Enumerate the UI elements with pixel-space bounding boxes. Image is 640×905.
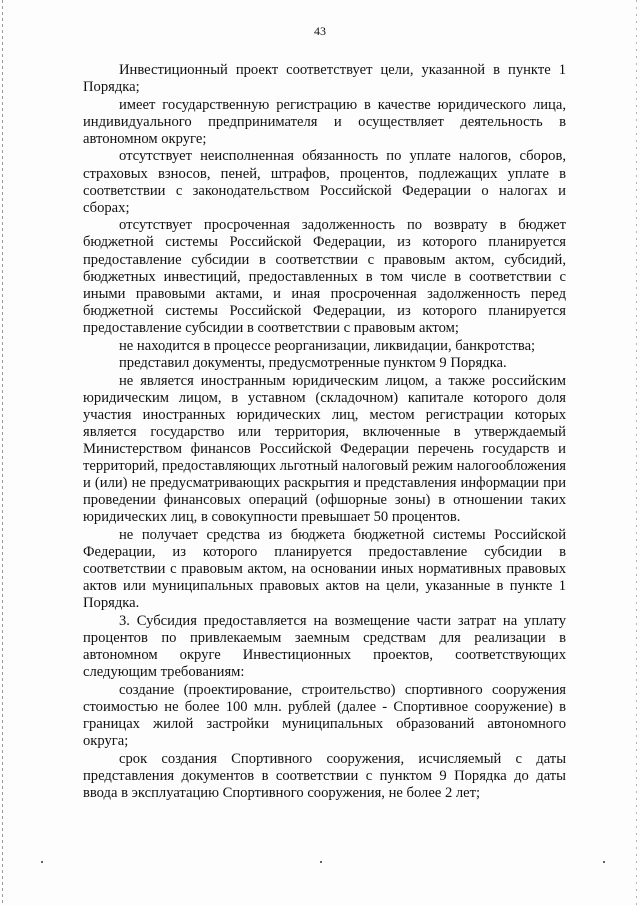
paragraph: отсутствует просроченная задолженность по возврату в бюджет бюджетной системы Российской Федерации, из которого планируется предоставление субсидии в соответствии с правовым актом, субсидий, бюджетных инвестиций, предоставленных в том числе в соответствии с иными правовыми актами, и иная просроченная задолженность перед бюджетной системы Российской Федерации, из которого планируется предоставление субсидии в соответствии с правовым актом; (83, 217, 566, 336)
paragraph: не получает средства из бюджета бюджетной системы Российской Федерации, из которого планируется предоставление субсидии в соответствии с правовым актом, на основании иных нормативных правовых актов или муниципальных правовых актов на цели, указанные в пункте 1 Порядка. (83, 527, 566, 612)
scan-dot (41, 861, 43, 863)
paragraph: отсутствует неисполненная обязанность по уплате налогов, сборов, страховых взносов, пеней, штрафов, процентов, подлежащих уплате в соответствии с законодательством Российской Федерации о налогах и сборах; (83, 148, 566, 216)
paragraph: Инвестиционный проект соответствует цели, указанной в пункте 1 Порядка; (83, 62, 566, 96)
scan-dot (320, 861, 322, 863)
paragraph: 3. Субсидия предоставляется на возмещение части затрат на уплату процентов по привлекаемым заемным средствам для реализации в автономном округе Инвестиционных проектов, соответствующих следующим требованиям: (83, 613, 566, 681)
scan-dot (603, 861, 605, 863)
paragraph: имеет государственную регистрацию в качестве юридического лица, индивидуального предпринимателя и осуществляет деятельность в автономном округе; (83, 96, 566, 147)
paragraph: не является иностранным юридическим лицом, а также российским юридическим лицом, в уставном (складочном) капитале которого доля участия иностранных юридических лиц, местом регистрации которых является государство или территория, включенные в утверждаемый Министерством финансов Российской Федерации перечень государств и территорий, предоставляющих льготный налоговый режим налогообложения и (или) не предусматривающих раскрытия и представления информации при проведении финансовых операций (офшорные зоны) в отношении таких юридических лиц, в совокупности превышает 50 процентов. (83, 372, 566, 526)
paragraph: представил документы, предусмотренные пунктом 9 Порядка. (119, 355, 507, 372)
paragraph: не находится в процессе реорганизации, ликвидации, банкротства; (119, 337, 536, 354)
paragraph: создание (проектирование, строительство) спортивного сооружения стоимостью не более 100 млн. рублей (далее - Спортивное сооружение) в границах жилой застройки муниципальных образований автономного округа; (83, 681, 566, 750)
scan-edge-left (2, 0, 3, 905)
document-body (83, 62, 566, 802)
paragraph: срок создания Спортивного сооружения, исчисляемый с даты представления документов в соответствии с пунктом 9 Порядка до даты ввода в эксплуатацию Спортивного сооружения, не более 2 лет; (83, 750, 566, 801)
scan-edge-right (636, 0, 637, 905)
page-number: 43 (314, 24, 326, 38)
